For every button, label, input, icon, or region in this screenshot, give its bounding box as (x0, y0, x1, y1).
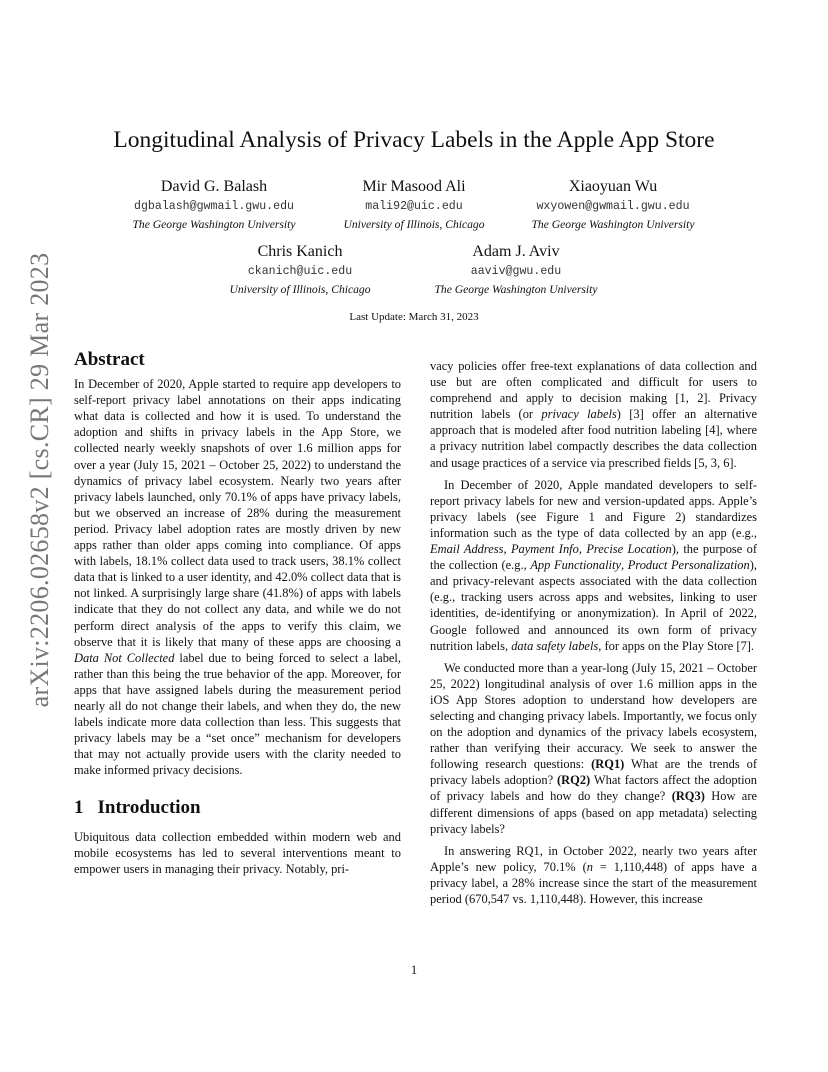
arxiv-id-text: arXiv:2206.02658v2 [cs.CR] 29 Mar 2023 (25, 252, 54, 708)
author-email: dgbalash@gwmail.gwu.edu (133, 200, 295, 213)
text-span: , for apps on the Play Store [7]. (598, 638, 755, 653)
author-email: ckanich@uic.edu (247, 265, 353, 278)
author-name: Mir Masood Ali (362, 178, 466, 195)
author-block (396, 242, 636, 299)
emphasis: Precise Location (586, 542, 672, 557)
text-span: In December of 2020, Apple mandated developers to self-report privacy labels for new and version-updated apps. Apple’s privacy labels (see Figure 1 and Figure 2) standardizes information such as the type of data collected by an app (e.g., (430, 477, 757, 540)
emphasis: data safety labels (511, 638, 599, 653)
paper-title: Longitudinal Analysis of Privacy Labels in the Apple App Store (113, 127, 715, 153)
author-name: Chris Kanich (257, 243, 343, 260)
text-span: ), and privacy-relevant aspects associated with the data collection (e.g., tracking users across apps and websites, linking to user identities, de-identifying or anonymization). In April of 2022, Google followed and announced its own form of privacy nutrition labels, (430, 558, 757, 653)
arxiv-identifier (22, 252, 58, 708)
author-block (180, 242, 420, 299)
text-span: In answering RQ1, in October 2022, nearly two years after Apple’s new policy, 70.1% ( (430, 843, 757, 874)
author-email: aaviv@gwu.edu (470, 265, 562, 278)
author-affiliation: The George Washington University (132, 218, 296, 231)
text-span: In December of 2020, Apple started to require app developers to self-report privacy label annotations on their apps indicating what data is collected and how it is used. To understand the adoption and shifts in privacy labels in the App Store, we collected nearly weekly snapshots of over 1.6 million apps for over a year (July 15, 2021 – October 25, 2022) to understand the dynamics of privacy label ecosystem. Nearly two years after privacy labels launched, only 70.1% of apps have privacy labels, but we observed an increase of 28% during the measurement period. Privacy label adoption rates are mostly driven by new apps rather than older apps coming into compliance. Of apps with labels, 18.1% collect data used to track users, 38.1% collect data that is linked to a user identity, and 42.0% collect data that is not linked. A surprisingly large share (41.8%) of apps with labels indicate that they do not collect any data, and while we do not perform direct analysis of the apps to verify this claim, we observe that it is likely that many of these apps are choosing a (74, 377, 401, 649)
abstract-paragraph (74, 376, 401, 778)
emphasis: Payment Info (510, 542, 579, 557)
text-span: , (620, 558, 628, 573)
section-heading (74, 797, 401, 819)
author-email: wxyowen@gwmail.gwu.edu (536, 200, 690, 213)
research-question-label: (RQ1) (591, 757, 625, 772)
text-span: We conducted more than a year-long (July 15, 2021 – October 25, 2022) longitudinal analysis of over 1.6 million apps in the iOS App Stores adoption to understand how developers are selecting and changing privacy labels. Importantly, we focus only on the adoption and dynamics of the privacy labels ecosystem, rather than verifying their accuracy. We seek to answer the following research questions: (430, 660, 757, 772)
text-span: What are the trends of privacy labels adoption? (430, 757, 757, 788)
emphasis: Product Personalization (627, 558, 750, 573)
body-paragraph (430, 477, 757, 654)
right-column (430, 358, 757, 907)
text-span: How are different dimensions of apps (based on app metadata) selecting privacy labels? (430, 789, 757, 836)
text-span: , (503, 542, 511, 557)
research-question-label: (RQ3) (671, 789, 705, 804)
author-name: David G. Balash (160, 178, 268, 195)
author-name: Xiaoyuan Wu (568, 178, 658, 195)
author-affiliation: University of Illinois, Chicago (343, 218, 485, 231)
body-paragraph (430, 660, 757, 837)
research-question-label: (RQ2) (557, 773, 591, 788)
intro-paragraph: Ubiquitous data collection embedded within modern web and mobile ecosystems has led to several interventions meant to empower users in managing their privacy. Notably, pri- (74, 829, 401, 876)
emphasis: Email Address (430, 542, 504, 557)
section-number: 1 (74, 797, 84, 819)
author-name: Adam J. Aviv (472, 243, 560, 260)
author-affiliation: The George Washington University (531, 218, 695, 231)
emphasis: App Functionality (530, 558, 621, 573)
last-update: Last Update: March 31, 2023 (349, 311, 479, 323)
page-number: 1 (410, 963, 418, 977)
text-span: ), the purpose of the collection (e.g., (430, 542, 757, 573)
body-paragraph (430, 358, 757, 471)
author-affiliation: University of Illinois, Chicago (229, 283, 371, 296)
text-span: vacy policies offer free-text explanations of data collection and use but are often complicated and difficult for users to comprehend and apply to decision making [1, 2]. Privacy nutrition labels (or (430, 359, 757, 422)
text-span: = 1,110,448) of apps have a privacy label, a 28% increase since the start of the measurement period (670,547 vs. 1,110,448). However, this increase (430, 859, 757, 906)
section-title: Introduction (97, 797, 201, 819)
author-block (493, 177, 733, 234)
emphasis: privacy labels (541, 407, 617, 422)
author-email: mali92@uic.edu (365, 200, 463, 213)
text-span: , (578, 542, 587, 557)
emphasis: Data Not Collected (74, 650, 175, 665)
body-paragraph (430, 843, 757, 907)
text-span: What factors affect the adoption of privacy labels and how do they change? (430, 773, 757, 804)
text-span: label due to being forced to select a label, rather than this being the true behavior of the app. Moreover, for apps that have assigned labels during the measurement period nearly all do not change their labels, and when they do, the new labels indicate more data collection than less. This suggests that privacy labels may be a “set once” mechanism for developers that may not actually provide users with the clarity needed to make informed privacy decisions. (74, 650, 401, 778)
emphasis: n (586, 859, 593, 874)
left-column (74, 350, 401, 877)
text-span: ) [3] offer an alternative approach that is modeled after food nutrition labeling [4], where a privacy nutrition label compactly describes the data collection and usage practices of a service via prescribed fields [5, 3, 6]. (430, 407, 757, 470)
author-affiliation: The George Washington University (434, 283, 598, 296)
abstract-heading: Abstract (74, 349, 145, 370)
